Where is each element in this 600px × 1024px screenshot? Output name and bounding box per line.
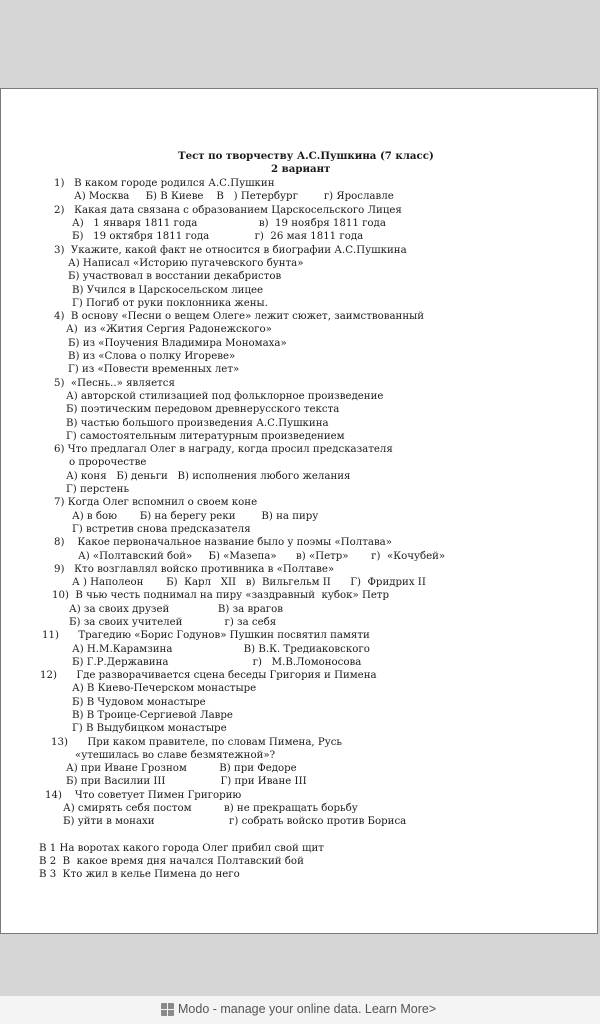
modo-grid-icon (161, 1003, 174, 1016)
ad-banner[interactable] (0, 996, 600, 1024)
question-line: А) за своих друзей В) за врагов (69, 604, 283, 615)
question-line: В) из «Слова о полку Игореве» (68, 351, 236, 362)
question-line: 11) Трагедию «Борис Годунов» Пушкин посвятил памяти (42, 630, 370, 641)
question-line: А) 1 января 1811 года в) 19 ноября 1811 года (72, 218, 386, 229)
question-line: Б) уйти в монахи г) собрать войско против Бориса (63, 816, 407, 827)
question-line: А) коня Б) деньги В) исполнения любого желания (66, 471, 351, 482)
open-question-line: В 2 В какое время дня начался Полтавский бой (39, 856, 304, 867)
variant-label: 2 вариант (271, 163, 331, 175)
question-line: А) при Иване Грозном В) при Федоре (66, 763, 297, 774)
question-line: В) В Троице-Сергиевой Лавре (72, 710, 233, 721)
question-line: А) из «Жития Сергия Радонежского» (66, 324, 272, 335)
question-line: 12) Где разворачивается сцена беседы Григория и Пимена (40, 670, 377, 681)
banner-text[interactable]: Modo - manage your online data. Learn More> (178, 1002, 437, 1016)
question-line: 4) В основу «Песни о вещем Олеге» лежит сюжет, заимствованный (54, 311, 425, 322)
question-line: Г) В Выдубицком монастыре (72, 723, 227, 734)
question-line: А) «Полтавский бой» Б) «Мазепа» в) «Петр» г) «Кочубей» (78, 551, 446, 562)
question-line: Б) поэтическим передовом древнерусского текста (66, 404, 340, 415)
open-question-line: В 1 На воротах какого города Олег прибил свой щит (39, 843, 324, 854)
question-line: А) в бою Б) на берегу реки В) на пиру (72, 511, 319, 522)
question-line: Б) 19 октября 1811 года г) 26 мая 1811 года (72, 231, 364, 242)
question-line: о пророчестве (69, 457, 147, 468)
question-line: 6) Что предлагал Олег в награду, когда просил предсказателя (54, 444, 393, 455)
question-line: А) Н.М.Карамзина В) В.К. Тредиаковского (72, 644, 370, 655)
document-title: Тест по творчеству А.С.Пушкина (7 класс) (178, 150, 434, 162)
question-line: 5) «Песнь..» является (54, 378, 175, 389)
question-line: 1) В каком городе родился А.С.Пушкин (54, 178, 275, 189)
question-line: 9) Кто возглавлял войско противника в «Полтаве» (54, 564, 335, 575)
question-line: Г) самостоятельным литературным произведением (66, 431, 345, 442)
question-line: А) Написал «Историю пугачевского бунта» (68, 258, 304, 269)
question-line: А) авторской стилизацией под фольклорное произведение (66, 391, 384, 402)
question-line: 14) Что советует Пимен Григорию (45, 790, 242, 801)
question-line: Г) перстень (66, 484, 130, 495)
question-line: Г) встретив снова предсказателя (72, 524, 251, 535)
question-line: А) смирять себя постом в) не прекращать борьбу (63, 803, 358, 814)
question-line: Б) из «Поучения Владимира Мономаха» (68, 338, 287, 349)
question-line: В) частью большого произведения А.С.Пушкина (66, 418, 329, 429)
question-line: А) В Киево-Печерском монастыре (72, 683, 257, 694)
question-line: А) Москва Б) В Киеве В ) Петербург г) Ярославле (74, 191, 394, 202)
document-page (0, 88, 598, 934)
question-line: Б) В Чудовом монастыре (72, 697, 206, 708)
question-line: Б) при Василии III Г) при Иване III (66, 776, 307, 787)
question-line: Б) Г.Р.Державина г) М.В.Ломоносова (72, 657, 362, 668)
question-line: А ) Наполеон Б) Карл XII в) Вильгельм II Г) Фридрих II (72, 577, 426, 588)
question-line: Б) участвовал в восстании декабристов (68, 271, 282, 282)
open-question-line: В 3 Кто жил в келье Пимена до него (39, 869, 240, 880)
question-line: 8) Какое первоначальное название было у поэмы «Полтава» (54, 537, 392, 548)
question-line: 2) Какая дата связана с образованием Царскосельского Лицея (54, 205, 402, 216)
question-line: Г) из «Повести временных лет» (68, 364, 240, 375)
question-line: 13) При каком правителе, по словам Пимена, Русь (51, 737, 342, 748)
question-line: «утешилась во славе безмятежной»? (75, 750, 276, 761)
question-line: 3) Укажите, какой факт не относится в биографии А.С.Пушкина (54, 245, 407, 256)
question-line: 7) Когда Олег вспомнил о своем коне (54, 497, 258, 508)
question-line: Б) за своих учителей г) за себя (69, 617, 277, 628)
question-line: Г) Погиб от руки поклонника жены. (72, 298, 268, 309)
question-line: В) Учился в Царскосельском лицее (72, 285, 264, 296)
question-line: 10) В чью честь поднимал на пиру «заздравный кубок» Петр (52, 590, 390, 601)
